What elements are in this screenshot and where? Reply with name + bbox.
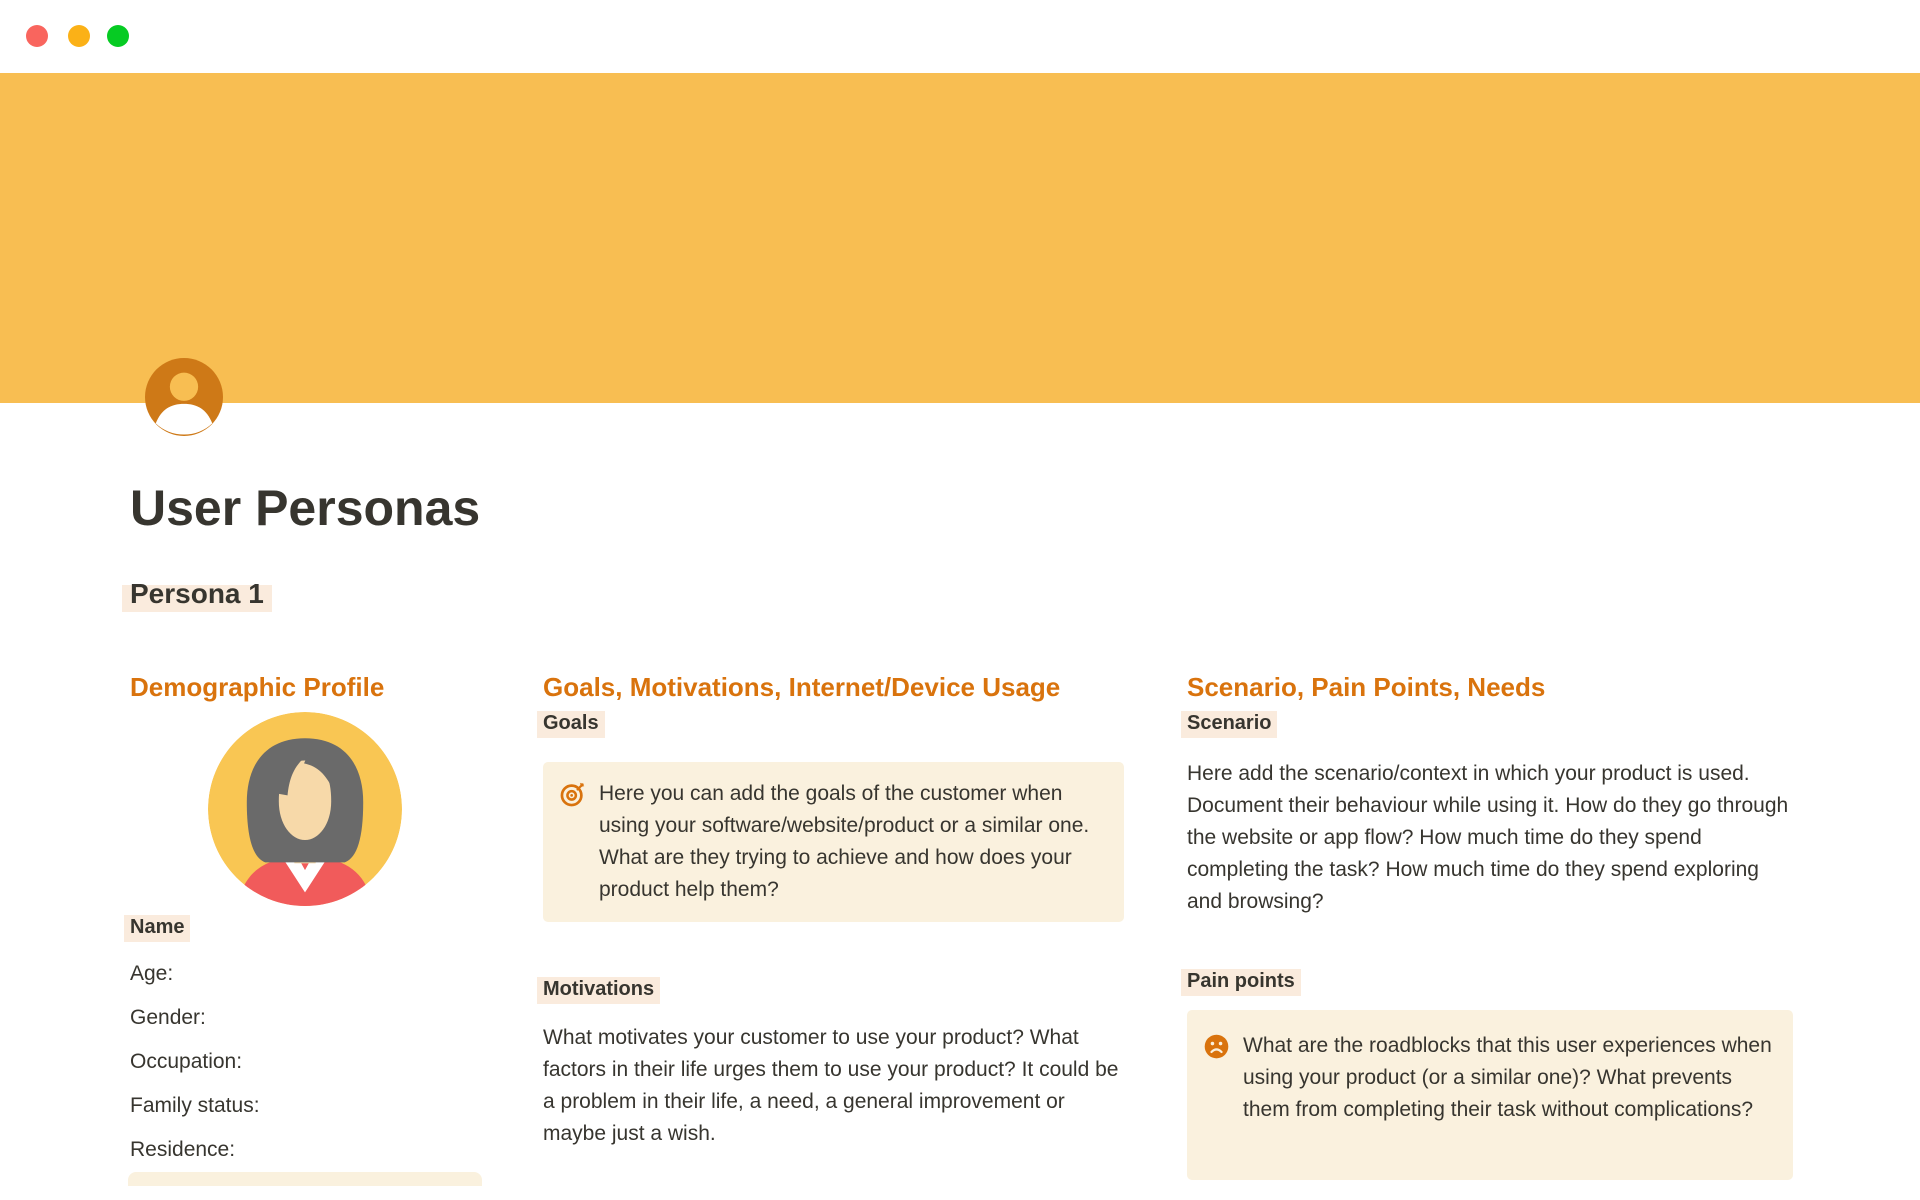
name-label-highlight [124, 915, 190, 942]
pain-label[interactable]: Pain points [1187, 970, 1295, 992]
field-occupation[interactable]: Occupation: [130, 1050, 243, 1073]
scenario-paragraph[interactable]: Here add the scenario/context in which your product is used. Document their behaviour while using it. How do they go through the website or app flow? How much time do they spend completing the task? How much time do they spend exploring and browsing? [1187, 762, 1789, 913]
subtitle-highlight [122, 578, 272, 612]
scenario-label[interactable]: Scenario [1187, 712, 1272, 734]
sad-face-icon [1203, 1033, 1230, 1060]
person-circle-icon[interactable] [145, 358, 223, 436]
pain-callout[interactable] [1187, 1010, 1793, 1180]
goals-label-highlight [537, 711, 605, 738]
name-label-row [124, 916, 190, 939]
pain-label-highlight [1181, 969, 1301, 996]
scenario-label-row [1181, 712, 1277, 735]
clipped-callout-top [128, 1172, 482, 1186]
zoom-button[interactable] [107, 25, 129, 47]
demographic-heading[interactable]: Demographic Profile [130, 672, 385, 702]
goals-heading[interactable]: Goals, Motivations, Internet/Device Usage [543, 672, 1061, 702]
pain-callout-text[interactable]: What are the roadblocks that this user experiences when using your product (or a similar one)? What prevents them from completing their task without complications? [1243, 1034, 1772, 1121]
woman-avatar-image[interactable] [208, 712, 402, 906]
minimize-button[interactable] [68, 25, 90, 47]
scenario-label-highlight [1181, 711, 1277, 738]
pain-label-row [1181, 970, 1301, 993]
goals-label[interactable]: Goals [543, 712, 599, 734]
name-label[interactable]: Name [130, 916, 185, 938]
field-gender[interactable]: Gender: [130, 1006, 206, 1029]
motivations-paragraph[interactable]: What motivates your customer to use your product? What factors in their life urges them to use your product? It could be a problem in their life, a need, a general improvement or maybe just a wish. [543, 1026, 1119, 1145]
page-title[interactable]: User Personas [130, 480, 481, 536]
person-circle-icon-svg [145, 358, 223, 436]
motivations-label-row [537, 978, 660, 1001]
field-residence[interactable]: Residence: [130, 1138, 236, 1161]
page-cover [0, 73, 1920, 403]
field-family[interactable]: Family status: [130, 1094, 260, 1117]
goals-label-row [537, 712, 605, 735]
target-icon [559, 781, 586, 808]
field-age[interactable]: Age: [130, 962, 174, 985]
woman-avatar-svg [208, 712, 402, 906]
motivations-label[interactable]: Motivations [543, 978, 655, 1000]
goals-callout[interactable] [543, 762, 1124, 922]
window-titlebar [0, 0, 1920, 73]
subtitle[interactable]: Persona 1 [130, 578, 264, 609]
scenario-heading[interactable]: Scenario, Pain Points, Needs [1187, 672, 1546, 702]
close-button[interactable] [26, 25, 48, 47]
goals-callout-text[interactable]: Here you can add the goals of the customer when using your software/website/product or a similar one. What are they trying to achieve and how does your product help them? [599, 782, 1090, 901]
motivations-label-highlight [537, 977, 660, 1004]
subtitle-row [122, 578, 272, 610]
